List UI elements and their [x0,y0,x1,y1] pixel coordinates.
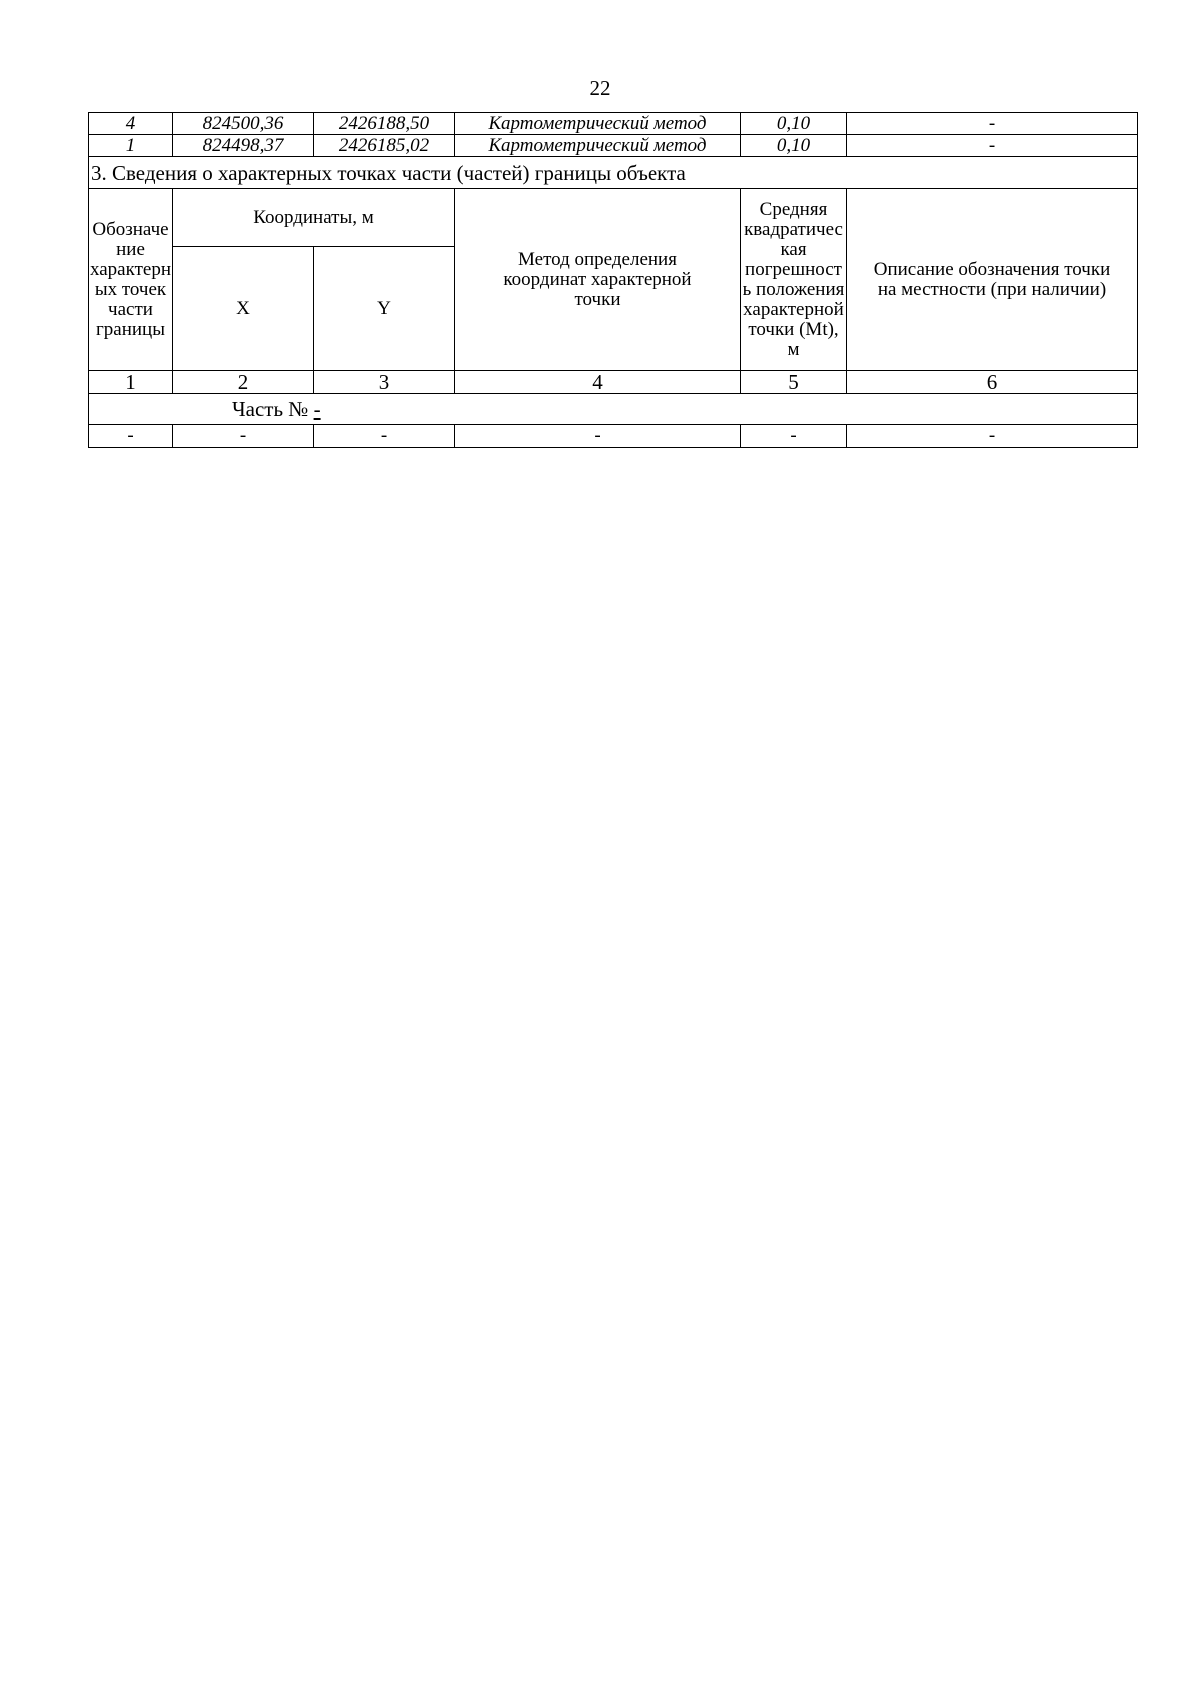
table-cell: 2426188,50 [314,113,455,135]
table-cell: - [741,425,847,448]
part-value: - [313,397,321,421]
table-row [89,425,1138,448]
header-x: X [173,247,314,371]
part-cell [89,394,1138,425]
table-cell: - [314,425,455,448]
table-cell: 0,10 [741,135,847,157]
column-number: 3 [314,371,455,394]
table-cell: - [847,425,1138,448]
header-coordinates: Координаты, м [173,189,455,247]
table-cell: - [89,425,173,448]
table-cell: 824498,37 [173,135,314,157]
table-cell: - [173,425,314,448]
part-row [89,394,1138,425]
table-cell: Картометрический метод [455,113,741,135]
section-title-row [89,157,1138,189]
column-numbers-row [89,371,1138,394]
header-method: Метод определения координат характерной точки [455,189,741,371]
table-cell: 1 [89,135,173,157]
header-point-designation: Обозначе ние характерн ых точек части границы [89,189,173,371]
part-label: Часть № [232,397,314,421]
table-cell: Картометрический метод [455,135,741,157]
table-cell: 4 [89,113,173,135]
column-number: 6 [847,371,1138,394]
column-number: 4 [455,371,741,394]
column-number: 5 [741,371,847,394]
page-number: 22 [589,76,611,100]
header-mean-square-error: Средняя квадратичес кая погрешност ь положения характерной точки (Mt), м [741,189,847,371]
table-cell: 0,10 [741,113,847,135]
column-number: 1 [89,371,173,394]
table-cell: - [847,135,1138,157]
section-title: 3. Сведения о характерных точках части (частей) границы объекта [89,157,1138,189]
table-cell: 2426185,02 [314,135,455,157]
table-cell: - [455,425,741,448]
table-cell: 824500,36 [173,113,314,135]
table-row [89,113,1138,135]
header-y: Y [314,247,455,371]
table-cell: - [847,113,1138,135]
header-description: Описание обозначения точки на местности (при наличии) [847,189,1138,371]
characteristic-points-table [88,112,1138,448]
column-number: 2 [173,371,314,394]
table-row [89,135,1138,157]
header-row-top [89,189,1138,247]
